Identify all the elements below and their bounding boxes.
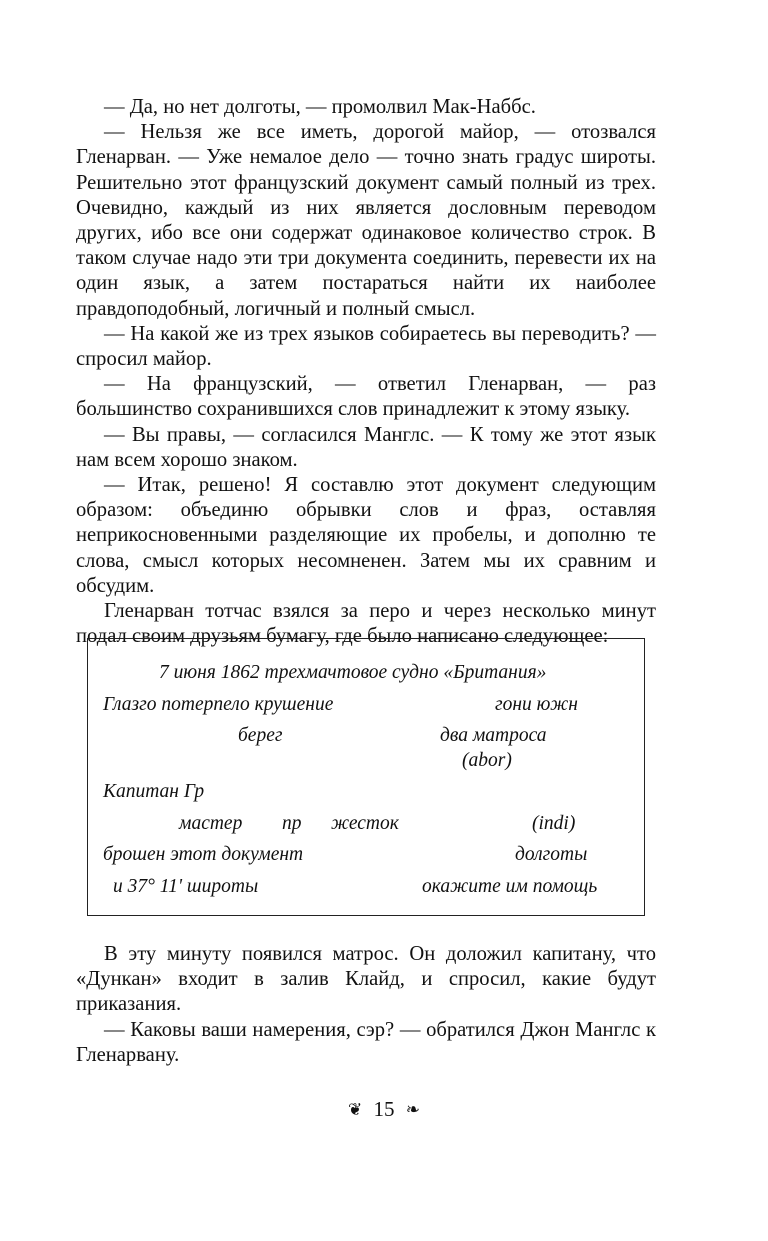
page-footer — [0, 1096, 768, 1124]
letter-line-6a: мастер — [179, 813, 243, 834]
text-block-bottom — [76, 942, 656, 1068]
paragraph: — Да, но нет долготы, — промолвил Мак-Наббс. — [104, 96, 536, 118]
paragraph: — Каковы ваши намерения, сэр? — обратился Джон Манглс к Гленарвану. — [76, 1018, 656, 1066]
letter-line-2-left: Глазго потерпело крушение — [103, 694, 334, 715]
ornament-left-icon: ❦ — [348, 1100, 363, 1120]
letter-line-5: Капитан Гр — [103, 781, 205, 802]
paragraph: — На какой же из трех языков собираетесь вы переводить? — спросил майор. — [76, 322, 656, 371]
page-number: 15 — [373, 1097, 395, 1121]
letter-line-8-right: окажите им помощь — [422, 876, 598, 897]
text-block-top — [76, 95, 656, 649]
letter-line-7-left: брошен этот документ — [103, 844, 304, 865]
letter-line-6c: жесток — [331, 813, 399, 834]
letter-line-8-left: и 37° 11' широты — [113, 876, 259, 897]
letter-line-6d: (indi) — [532, 813, 576, 834]
letter-line-3-right: два матроса — [440, 725, 547, 746]
letter-line-6b: пр — [282, 813, 302, 834]
ornament-right-icon: ❧ — [405, 1100, 420, 1120]
paragraph: В эту минуту появился матрос. Он доложил капитану, что «Дункан» входит в залив Клайд, и спросил, какие будут приказания. — [76, 943, 656, 1016]
letter-line-1: 7 июня 1862 трехмачтовое судно «Британия» — [159, 662, 547, 683]
letter-line-3-left: берег — [238, 725, 283, 746]
paragraph: — На французский, — ответил Гленарван, — раз большинство сохранившихся слов принадлежит к этому языку. — [76, 373, 656, 421]
document-fragment-box — [87, 638, 645, 916]
paragraph: — Вы правы, — согласился Манглс. — К тому же этот язык нам всем хорошо знаком. — [76, 423, 656, 471]
paragraph: Гленарван тотчас взялся за перо и через несколько минут подал своим друзьям бумагу, где было написано следующее: — [76, 600, 656, 648]
paragraph: — Итак, решено! Я составлю этот документ следующим образом: объединю обрывки слов и фраз, оставляя неприкосновенными разделяющие их пробелы, и дополню те слова, смысл которых несомненен. Затем мы их сравним и обсудим. — [76, 474, 656, 597]
paragraph: — Нельзя же все иметь, дорогой майор, — отозвался Гленарван. — Уже немалое дело — точно знать градус широты. Решительно этот французский документ самый полный из трех. Очевидно, каждый из них является дословным переводом других, ибо все они содержат одинаковое количество строк. В таком случае надо эти три документа соединить, перевести их на один язык, а затем постараться найти их наиболее правдоподобный, логичный и полный смысл. — [76, 121, 656, 320]
letter-line-2-right: гони южн — [495, 694, 578, 715]
letter-line-7-right: долготы — [515, 844, 588, 865]
letter-line-4: (abor) — [462, 750, 512, 771]
